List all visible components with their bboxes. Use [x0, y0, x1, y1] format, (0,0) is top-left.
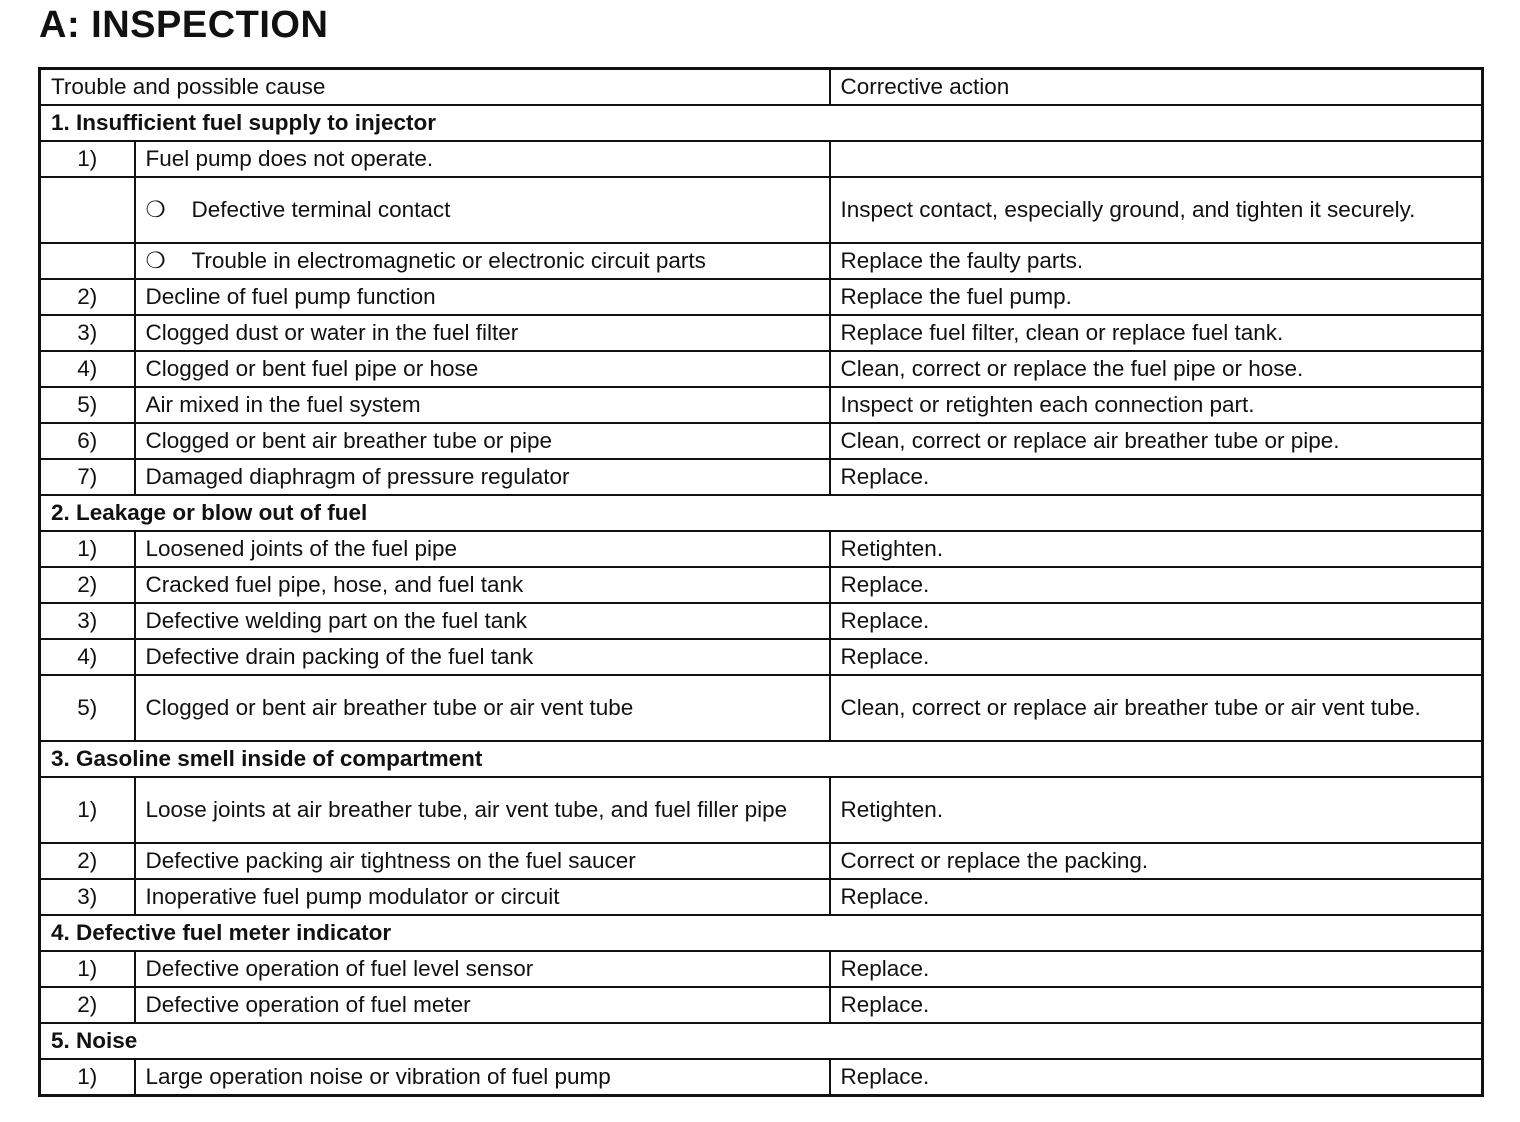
row-cause: Loose joints at air breather tube, air vent tube, and fuel filler pipe: [135, 777, 830, 843]
row-number: 4): [40, 351, 135, 387]
row-number: 1): [40, 777, 135, 843]
row-action: Retighten.: [830, 777, 1483, 843]
row-action: Replace.: [830, 951, 1483, 987]
row-number: 3): [40, 879, 135, 915]
table-row: [40, 675, 1483, 741]
row-cause: Defective terminal contact: [191, 197, 451, 222]
row-number: 7): [40, 459, 135, 495]
row-cause: Clogged or bent air breather tube or air vent tube: [135, 675, 830, 741]
row-action: Clean, correct or replace air breather tube or air vent tube.: [830, 675, 1483, 741]
row-action: Clean, correct or replace the fuel pipe or hose.: [830, 351, 1483, 387]
table-row: [40, 1059, 1483, 1096]
row-cause: Air mixed in the fuel system: [135, 387, 830, 423]
row-cause: Fuel pump does not operate.: [135, 141, 830, 177]
row-cause: Trouble in electromagnetic or electronic circuit parts: [191, 248, 706, 273]
row-number: 2): [40, 987, 135, 1023]
row-action: Correct or replace the packing.: [830, 843, 1483, 879]
row-action: Replace the fuel pump.: [830, 279, 1483, 315]
row-action: Replace.: [830, 987, 1483, 1023]
row-number: 1): [40, 531, 135, 567]
section-row: [40, 741, 1483, 777]
row-cause: Defective operation of fuel level sensor: [135, 951, 830, 987]
section-row: [40, 495, 1483, 531]
table-row: [40, 639, 1483, 675]
row-number: 6): [40, 423, 135, 459]
row-cause: Decline of fuel pump function: [135, 279, 830, 315]
table-row: [40, 141, 1483, 177]
section-title: 4. Defective fuel meter indicator: [40, 915, 1483, 951]
row-number: 5): [40, 387, 135, 423]
header-trouble-cause: Trouble and possible cause: [40, 69, 830, 106]
row-number: [40, 243, 135, 279]
row-cause: Damaged diaphragm of pressure regulator: [135, 459, 830, 495]
row-number: 4): [40, 639, 135, 675]
row-action: Replace.: [830, 1059, 1483, 1096]
row-cause-cell: [135, 243, 830, 279]
row-cause: Defective welding part on the fuel tank: [135, 603, 830, 639]
row-cause: Large operation noise or vibration of fuel pump: [135, 1059, 830, 1096]
circle-bullet-icon: ❍: [145, 248, 166, 273]
row-action: Clean, correct or replace air breather tube or pipe.: [830, 423, 1483, 459]
row-action: [830, 141, 1483, 177]
row-action: Retighten.: [830, 531, 1483, 567]
table-row: [40, 459, 1483, 495]
row-cause: Loosened joints of the fuel pipe: [135, 531, 830, 567]
row-action: Replace.: [830, 567, 1483, 603]
row-action: Replace the faulty parts.: [830, 243, 1483, 279]
row-number: 2): [40, 843, 135, 879]
row-number: 3): [40, 315, 135, 351]
row-action: Replace.: [830, 603, 1483, 639]
section-row: [40, 1023, 1483, 1059]
row-cause: Clogged or bent air breather tube or pipe: [135, 423, 830, 459]
header-corrective-action: Corrective action: [830, 69, 1483, 106]
table-row: [40, 777, 1483, 843]
section-title: 1. Insufficient fuel supply to injector: [40, 105, 1483, 141]
row-number: 3): [40, 603, 135, 639]
section-title: 5. Noise: [40, 1023, 1483, 1059]
row-action: Replace fuel filter, clean or replace fuel tank.: [830, 315, 1483, 351]
row-number: 2): [40, 567, 135, 603]
table-row: [40, 387, 1483, 423]
table-row: [40, 243, 1483, 279]
table-row: [40, 951, 1483, 987]
inspection-table: [38, 67, 1484, 1097]
row-cause: Inoperative fuel pump modulator or circuit: [135, 879, 830, 915]
section-title: 3. Gasoline smell inside of compartment: [40, 741, 1483, 777]
row-action: Replace.: [830, 639, 1483, 675]
table-row: [40, 315, 1483, 351]
row-action: Inspect or retighten each connection part.: [830, 387, 1483, 423]
row-number: [40, 177, 135, 243]
page-title: A: INSPECTION: [39, 4, 329, 46]
table-row: [40, 177, 1483, 243]
table-header-row: [40, 69, 1483, 106]
row-number: 5): [40, 675, 135, 741]
table-row: [40, 879, 1483, 915]
row-cause: Defective drain packing of the fuel tank: [135, 639, 830, 675]
table-row: [40, 567, 1483, 603]
table-row: [40, 987, 1483, 1023]
section-row: [40, 915, 1483, 951]
row-cause: Cracked fuel pipe, hose, and fuel tank: [135, 567, 830, 603]
table-row: [40, 603, 1483, 639]
section-row: [40, 105, 1483, 141]
table-row: [40, 531, 1483, 567]
row-number: 1): [40, 951, 135, 987]
table-row: [40, 351, 1483, 387]
row-action: Replace.: [830, 459, 1483, 495]
table-row: [40, 279, 1483, 315]
row-cause: Defective operation of fuel meter: [135, 987, 830, 1023]
table-row: [40, 843, 1483, 879]
table-row: [40, 423, 1483, 459]
circle-bullet-icon: ❍: [145, 197, 166, 222]
row-number: 2): [40, 279, 135, 315]
row-cause: Clogged or bent fuel pipe or hose: [135, 351, 830, 387]
row-cause-cell: [135, 177, 830, 243]
row-number: 1): [40, 141, 135, 177]
row-action: Replace.: [830, 879, 1483, 915]
row-number: 1): [40, 1059, 135, 1096]
row-action: Inspect contact, especially ground, and tighten it securely.: [830, 177, 1483, 243]
row-cause: Defective packing air tightness on the fuel saucer: [135, 843, 830, 879]
section-title: 2. Leakage or blow out of fuel: [40, 495, 1483, 531]
row-cause: Clogged dust or water in the fuel filter: [135, 315, 830, 351]
